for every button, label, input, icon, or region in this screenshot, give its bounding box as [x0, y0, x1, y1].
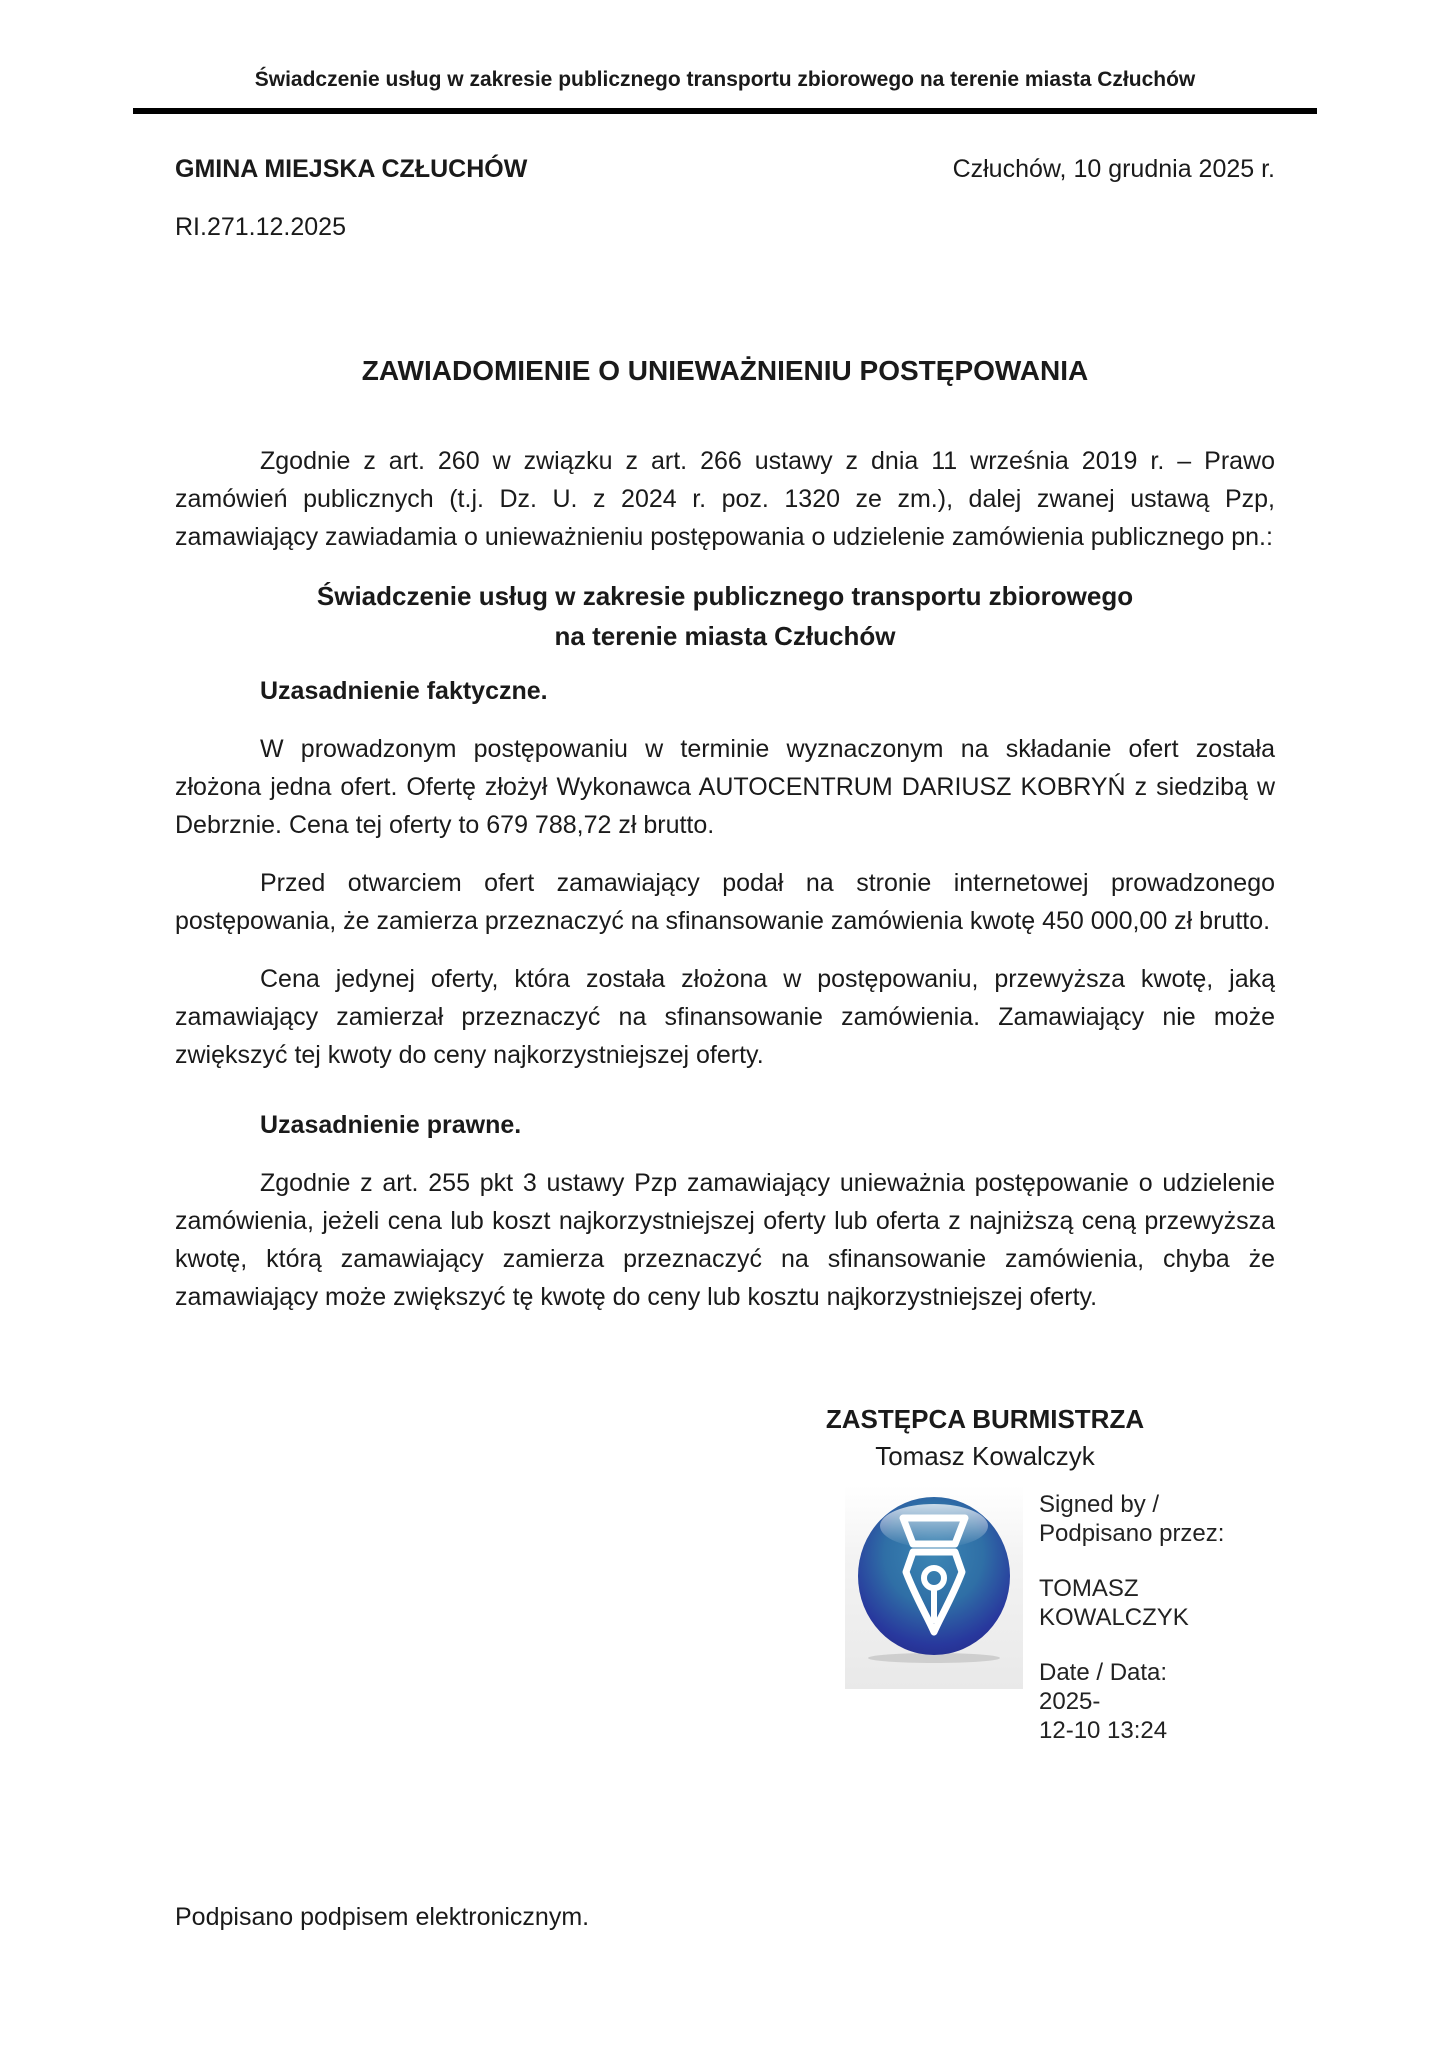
- signed-by-label-line2: Podpisano przez:: [1039, 1520, 1225, 1547]
- subject-line-2: na terenie miasta Człuchów: [554, 621, 896, 651]
- factual-paragraph-1: W prowadzonym postępowaniu w terminie wyznaczonym na składanie ofert została złożona jedna ofert. Ofertę złożył Wykonawca AUTOCENTRUM DARIUSZ KOBRYŃ z siedzibą w Debrznie. Cena tej oferty to 679 788,72 zł brutto.: [175, 735, 1275, 839]
- sender-name: GMINA MIEJSKA CZŁUCHÓW: [175, 155, 528, 183]
- subject-title: [175, 576, 1275, 656]
- document-title: ZAWIADOMIENIE O UNIEWAŻNIENIU POSTĘPOWANIA: [361, 355, 1089, 386]
- factual-paragraph-3: Cena jedynej oferty, która została złożona w postępowaniu, przewyższa kwotę, jaką zamawiający zamierzał przeznaczyć na sfinansowanie zamówienia. Zamawiający nie może zwiększyć tej kwoty do ceny najkorzystniejszej oferty.: [175, 965, 1275, 1069]
- pen-nib-signature-icon: [845, 1486, 1023, 1689]
- reference-number: RI.271.12.2025: [175, 213, 346, 241]
- subject-line-1: Świadczenie usług w zakresie publicznego transportu zbiorowego: [316, 581, 1134, 611]
- factual-heading: Uzasadnienie faktyczne.: [260, 677, 548, 705]
- meta-row: [175, 150, 1275, 188]
- page-header-title: Świadczenie usług w zakresie publicznego transportu zbiorowego na terenie miasta Człuchów: [133, 66, 1317, 114]
- signature-position: ZASTĘPCA BURMISTRZA: [825, 1404, 1145, 1434]
- place-date: Człuchów, 10 grudnia 2025 r.: [952, 155, 1275, 183]
- footer-note: Podpisano podpisem elektronicznym.: [175, 1903, 590, 1931]
- signature-name: Tomasz Kowalczyk: [875, 1441, 1095, 1471]
- signature-block: [745, 1402, 1225, 1745]
- legal-heading: Uzasadnienie prawne.: [260, 1111, 522, 1139]
- spacer: [1039, 1548, 1225, 1574]
- legal-paragraph-1: Zgodnie z art. 255 pkt 3 ustawy Pzp zamawiający unieważnia postępowanie o udzielenie zamówienia, jeżeli cena lub koszt najkorzystniejszej oferty lub oferta z najniższą ceną przewyższa kwotę, którą zamawiający zamierza przeznaczyć na sfinansowanie zamówienia, chyba że zamawiający może zwiększyć tę kwotę do ceny lub kosztu najkorzystniejszej oferty.: [175, 1169, 1275, 1311]
- signature-date-line1: Date / Data: 2025-: [1039, 1659, 1168, 1715]
- factual-paragraph-2: Przed otwarciem ofert zamawiający podał na stronie internetowej prowadzonego postępowania, że zamierza przeznaczyć na sfinansowanie zamówienia kwotę 450 000,00 zł brutto.: [175, 869, 1275, 935]
- spacer: [1039, 1632, 1225, 1658]
- signed-by-label-line1: Signed by /: [1039, 1491, 1160, 1518]
- intro-paragraph: Zgodnie z art. 260 w związku z art. 266 ustawy z dnia 11 września 2019 r. – Prawo zamówień publicznych (t.j. Dz. U. z 2024 r. poz. 1320 ze zm.), dalej zwanej ustawą Pzp, zamawiający zawiadamia o unieważnieniu postępowania o udzielenie zamówienia publicznego pn.:: [175, 447, 1275, 551]
- signature-details: [1039, 1486, 1225, 1745]
- signer-name-line2: KOWALCZYK: [1039, 1604, 1189, 1631]
- signature-date-line2: 12-10 13:24: [1039, 1717, 1168, 1744]
- electronic-signature-stamp: [745, 1486, 1225, 1745]
- signer-name-line1: TOMASZ: [1039, 1575, 1139, 1602]
